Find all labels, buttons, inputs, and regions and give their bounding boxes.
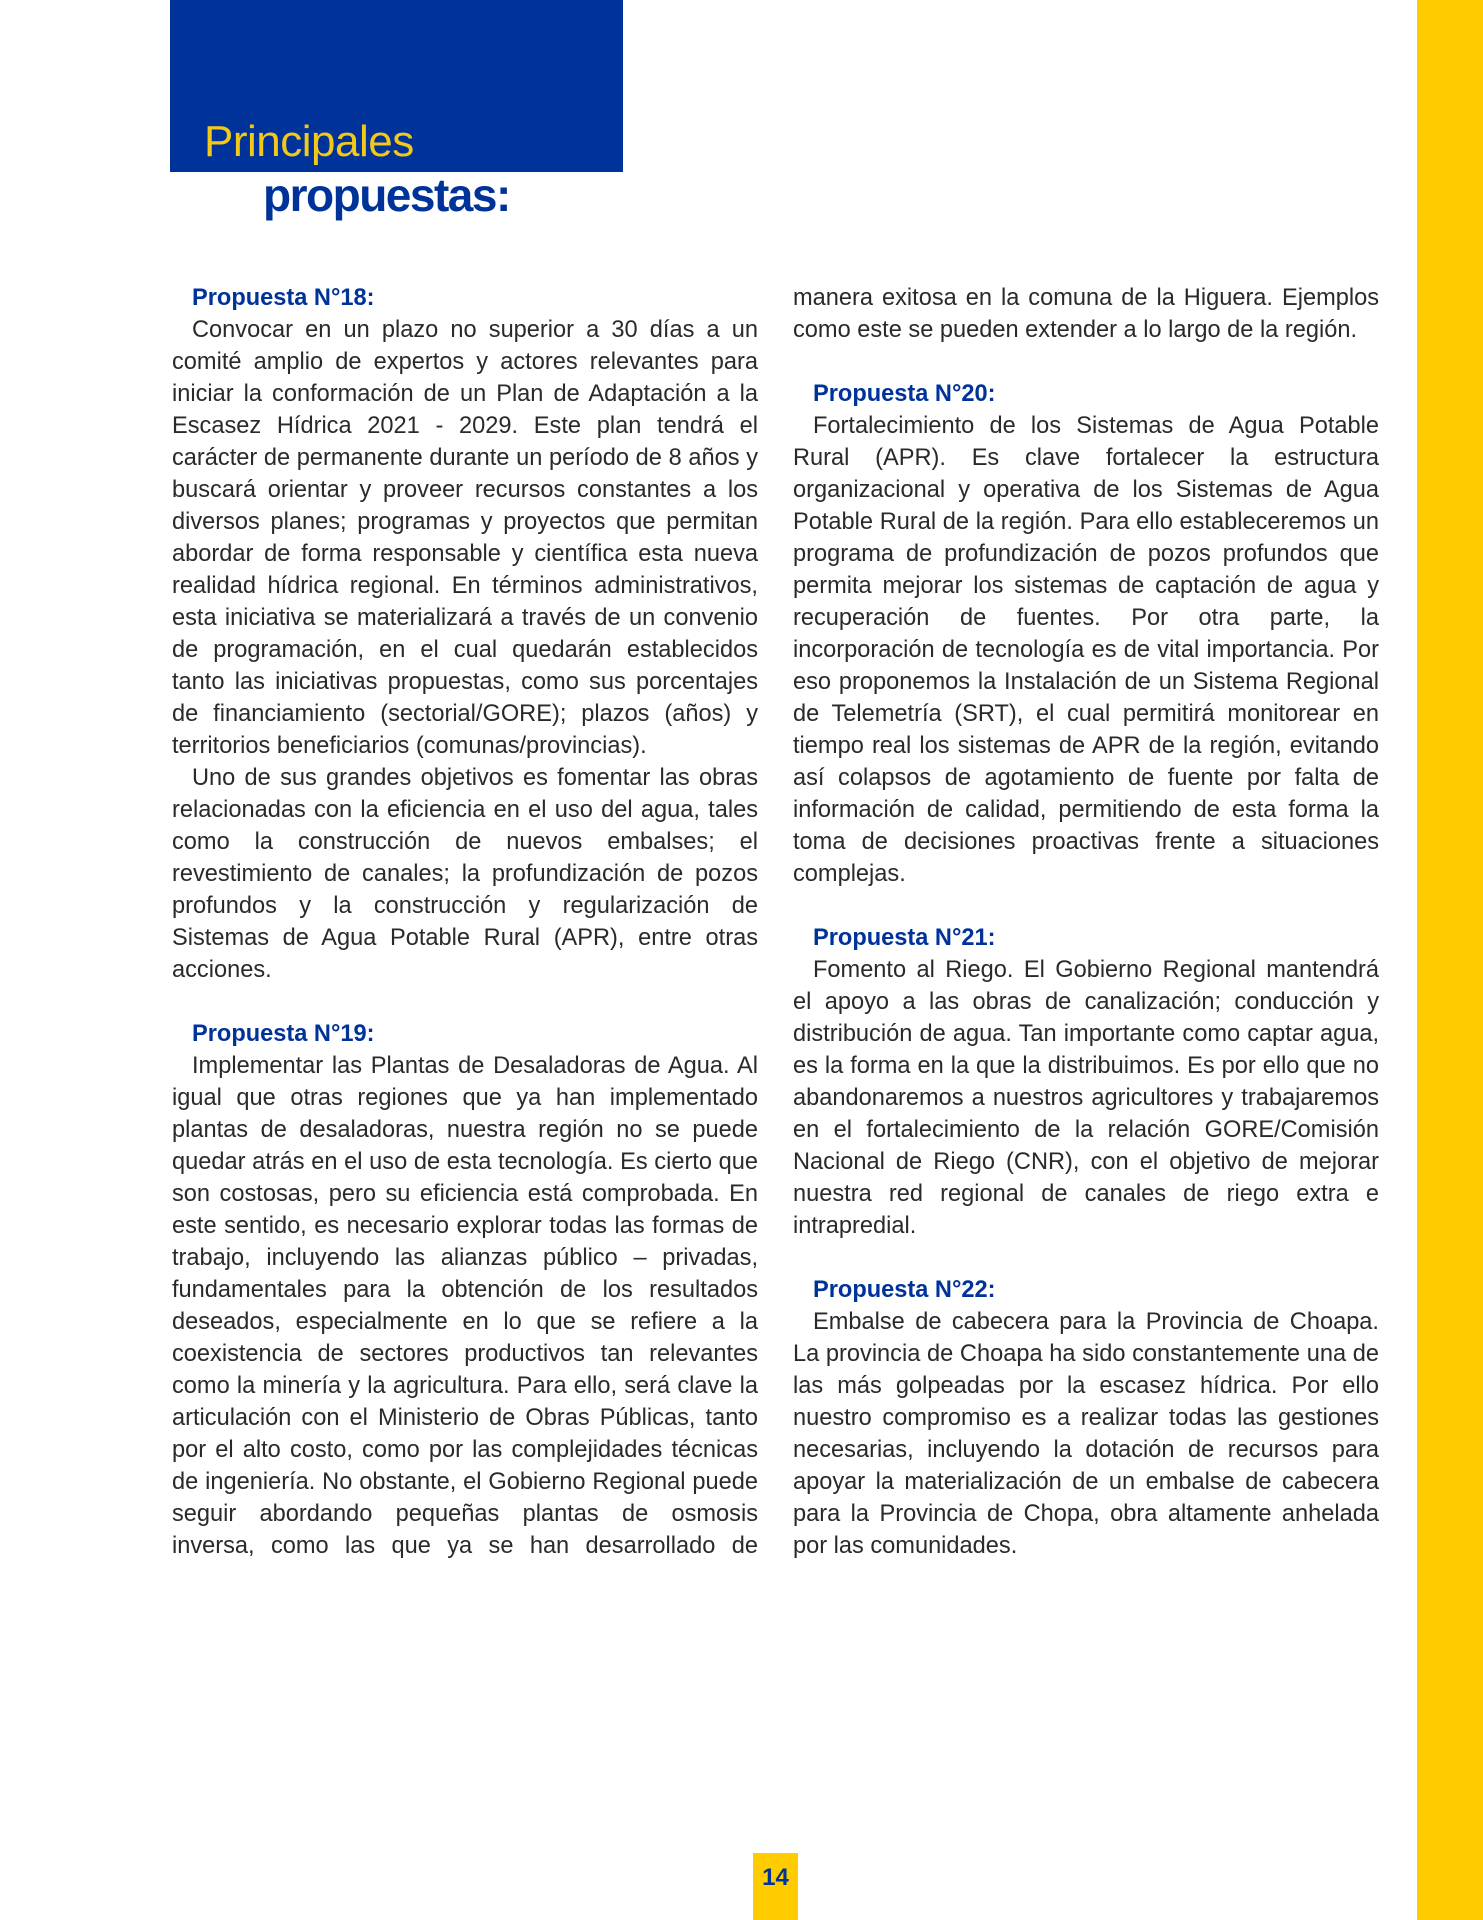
proposal-21-paragraph-1: Fomento al Riego. El Gobierno Regional mantendrá el apoyo a las obras de canalización; conducción y distribución de agua. Tan importante como captar agua, es la forma en la que la distribuimos. Es por ello que no abandonaremos a nuestros agricultores y trabajaremos en el fortalecimiento de la relación GORE/Comisión Nacional de Riego (CNR), con el objetivo de mejorar nuestra red regional de canales de riego extra e intrapredial. [793, 957, 1379, 1239]
proposal-21 [793, 922, 1379, 1242]
proposal-20-paragraph-1: Fortalecimiento de los Sistemas de Agua Potable Rural (APR). Es clave fortalecer la estructura organizacional y operativa de los Sistemas de Agua Potable Rural de la región. Para ello estableceremos un programa de profundización de pozos profundos que permita mejorar los sistemas de captación de agua y recuperación de fuentes. Por otra parte, la incorporación de tecnología es de vital importancia. Por eso proponemos la Instalación de un Sistema Regional de Telemetría (SRT), el cual permitirá monitorear en tiempo real los sistemas de APR de la región, evitando así colapsos de agotamiento de fuente por falta de información de calidad, permitiendo de esta forma la toma de decisiones proactivas frente a situaciones complejas. [793, 413, 1379, 887]
right-column [793, 282, 1379, 1562]
proposal-18-paragraph-2: Uno de sus grandes objetivos es fomentar las obras relacionadas con la eficiencia en el uso del agua, tales como la construcción de nuevos embalses; el revestimiento de canales; la profundización de pozos profundos y la construcción y regularización de Sistemas de Agua Potable Rural (APR), entre otras acciones. [172, 765, 758, 983]
section-spacer [172, 986, 758, 1018]
page-number: 14 [762, 1864, 789, 1891]
proposal-19-paragraph-1: Implementar las Plantas de Desaladoras de Agua. Al igual que otras regiones que ya han implementado plantas de desaladoras, nuestra región no se puede quedar atrás en el uso de esta tecnología. Es cierto que son costosas, pero su eficiencia está comprobada. En este sentido, es necesario explorar todas las formas de trabajo, incluyendo las alianzas público – privadas, fundamentales para la obtención de los resultados deseados, especialmente en lo que se refiere a la coexistencia de sectores productivos tan relevantes como la minería y la agricultura. Para ello, será clave la articulación con el Ministerio de Obras Públicas, tanto por el alto costo, como por las complejidades técnicas de ingeniería. No obstante, el Gobierno Regional puede seguir abordando pequeñas plantas de osmosis inversa, como las que ya se han desarrollado de [172, 1053, 758, 1559]
proposal-22-heading: Propuesta N°22: [813, 1277, 996, 1303]
proposal-22 [793, 1274, 1379, 1562]
proposal-19 [172, 1018, 758, 1562]
page-title-line2: propuestas: [263, 169, 510, 221]
proposal-18-heading: Propuesta N°18: [192, 285, 375, 311]
proposal-21-heading: Propuesta N°21: [813, 925, 996, 951]
page-title-line1: Principales [204, 117, 414, 166]
yellow-side-bar [1417, 0, 1483, 1920]
proposal-19-continuation: manera exitosa en la comuna de la Higuera. Ejemplos como este se pueden extender a lo largo de la región. [793, 285, 1379, 343]
section-spacer [793, 346, 1379, 378]
page-number-box [753, 1853, 798, 1920]
proposal-20 [793, 378, 1379, 890]
proposal-18-paragraph-1: Convocar en un plazo no superior a 30 días a un comité amplio de expertos y actores relevantes para iniciar la conformación de un Plan de Adaptación a la Escasez Hídrica 2021 - 2029. Este plan tendrá el carácter de permanente durante un período de 8 años y buscará orientar y proveer recursos constantes a los diversos planes; programas y proyectos que permitan abordar de forma responsable y científica esta nueva realidad hídrica regional. En términos administrativos, esta iniciativa se materializará a través de un convenio de programación, en el cual quedarán establecidos tanto las iniciativas propuestas, como sus porcentajes de financiamiento (sectorial/GORE); plazos (años) y territorios beneficiarios (comunas/provincias). [172, 317, 758, 759]
left-column [172, 282, 758, 1562]
proposal-22-paragraph-1: Embalse de cabecera para la Provincia de Choapa. La provincia de Choapa ha sido constantemente una de las más golpeadas por la escasez hídrica. Por ello nuestro compromiso es a realizar todas las gestiones necesarias, incluyendo la dotación de recursos para apoyar la materialización de un embalse de cabecera para la Provincia de Chopa, obra altamente anhelada por las comunidades. [793, 1309, 1379, 1559]
proposal-20-heading: Propuesta N°20: [813, 381, 996, 407]
section-spacer [793, 890, 1379, 922]
proposal-19-heading: Propuesta N°19: [192, 1021, 375, 1047]
proposal-18 [172, 282, 758, 986]
section-spacer [793, 1242, 1379, 1274]
